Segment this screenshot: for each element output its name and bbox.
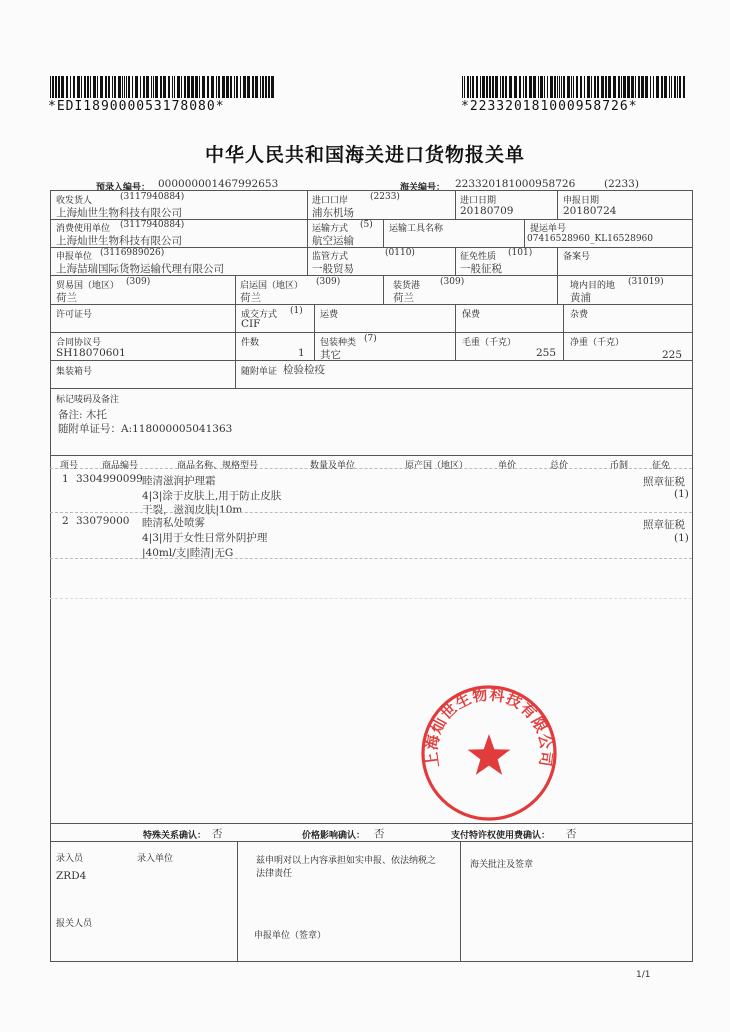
user-label: 消费使用单位 bbox=[56, 224, 111, 234]
trade-country-value: 荷兰 bbox=[56, 292, 77, 304]
barcode-bar bbox=[467, 76, 469, 98]
pieces-value: 1 bbox=[298, 347, 305, 359]
barcode-bar bbox=[576, 76, 578, 98]
barcode-bar bbox=[601, 76, 604, 98]
barcode-bar bbox=[627, 76, 630, 98]
barcode-bar bbox=[216, 76, 217, 98]
barcode-bar bbox=[211, 76, 214, 98]
barcode-bar bbox=[653, 76, 654, 98]
barcode-bar bbox=[540, 76, 543, 98]
barcode-bar bbox=[135, 76, 138, 98]
barcode-bar bbox=[84, 76, 86, 98]
barcode-bar bbox=[163, 76, 166, 98]
import-date-value: 20180709 bbox=[460, 205, 514, 217]
barcode-bar bbox=[50, 76, 51, 98]
item-2-levy: 照章征税 bbox=[643, 519, 685, 531]
barcode-bar bbox=[641, 76, 644, 98]
barcode-bar bbox=[514, 76, 517, 98]
bill-label: 提运单号 bbox=[530, 224, 567, 234]
item-2-no: 2 bbox=[62, 515, 69, 527]
docs-label: 随附单证 bbox=[241, 367, 278, 377]
barcode-bar bbox=[571, 76, 572, 98]
barcode-bar bbox=[234, 76, 235, 98]
marks-label: 标记唛码及备注 bbox=[56, 395, 120, 405]
item-1-no: 1 bbox=[62, 473, 69, 485]
col-name: 商品名称、规格型号 bbox=[177, 461, 259, 471]
barcode-bar bbox=[93, 76, 96, 98]
barcode-bar bbox=[271, 76, 274, 98]
barcode-bar bbox=[97, 76, 98, 98]
barcode-bar bbox=[160, 76, 162, 98]
levy-value: 一般征税 bbox=[460, 263, 502, 275]
barcode-bar bbox=[187, 76, 190, 98]
terms-label: 成交方式 bbox=[241, 310, 278, 320]
barcode-bar bbox=[664, 76, 667, 98]
barcode-bar bbox=[462, 76, 463, 98]
barcode-bar bbox=[635, 76, 636, 98]
barcode-bar bbox=[591, 76, 592, 98]
declarant-name: 上海喆瑞国际货物运输代理有限公司 bbox=[56, 263, 224, 275]
barcode-bar bbox=[631, 76, 634, 98]
special-label: 特殊关系确认： bbox=[143, 831, 207, 841]
barcode-bar bbox=[226, 76, 229, 98]
entry-person-label: 录入员 bbox=[56, 854, 84, 864]
barcode-bar bbox=[613, 76, 616, 98]
barcode-bar bbox=[255, 76, 258, 98]
loading-port-value: 荷兰 bbox=[393, 292, 414, 304]
barcode-bar bbox=[112, 76, 113, 98]
item-2-spec2: |40ml/支|睦清|无G bbox=[142, 547, 234, 559]
barcode-bar bbox=[550, 76, 553, 98]
levy-label: 征免性质 bbox=[460, 252, 497, 262]
barcode-bar bbox=[476, 76, 478, 98]
barcode-bar bbox=[118, 76, 121, 98]
port-label: 进口口岸 bbox=[312, 196, 349, 206]
destination-label: 境内目的地 bbox=[570, 281, 616, 291]
barcode-bar bbox=[677, 76, 678, 98]
trade-country-label: 贸易国（地区） bbox=[56, 281, 120, 291]
barcode-bar bbox=[199, 76, 200, 98]
page-number: 1/1 bbox=[636, 970, 651, 980]
terms-value: CIF bbox=[241, 318, 261, 330]
barcode-bar bbox=[645, 76, 648, 98]
barcode-bar bbox=[482, 76, 485, 98]
barcode-bar bbox=[597, 76, 599, 98]
barcode-bar bbox=[236, 76, 238, 98]
col-no: 项号 bbox=[60, 461, 79, 471]
barcode-bar bbox=[567, 76, 570, 98]
item-2-name: 睦清私处喷雾 bbox=[142, 517, 205, 529]
barcode-bar bbox=[100, 76, 103, 98]
barcode-bar bbox=[480, 76, 481, 98]
barcode-left bbox=[50, 76, 275, 98]
barcode-bar bbox=[230, 76, 232, 98]
col-total: 总价 bbox=[550, 461, 569, 471]
customs-no-label: 海关编号： bbox=[400, 183, 446, 193]
barcode-bar bbox=[55, 76, 57, 98]
item-1-levy-code: (1) bbox=[674, 488, 689, 500]
barcode-bar bbox=[122, 76, 123, 98]
barcode-bar bbox=[181, 76, 182, 98]
barcode-bar bbox=[573, 76, 574, 98]
barcode-bar bbox=[502, 76, 504, 98]
barcode-bar bbox=[243, 76, 246, 98]
barcode-bar bbox=[105, 76, 107, 98]
loading-port-code: (309) bbox=[440, 277, 465, 287]
barcode-bar bbox=[177, 76, 180, 98]
barcode-bar bbox=[505, 76, 507, 98]
royalty-value: 否 bbox=[566, 828, 577, 840]
package-label: 包装种类 bbox=[320, 338, 357, 348]
misc-label: 杂费 bbox=[570, 310, 589, 320]
barcode-bar bbox=[489, 76, 491, 98]
barcode-bar bbox=[146, 76, 149, 98]
barcode-bar bbox=[52, 76, 54, 98]
declare-unit-label: 申报单位（签章） bbox=[254, 931, 327, 941]
barcode-bar bbox=[87, 76, 89, 98]
statement: 兹申明对以上内容承担如实申报、依法纳税之 bbox=[256, 856, 437, 866]
barcode-bar bbox=[509, 76, 512, 98]
barcode-bar bbox=[132, 76, 133, 98]
barcode-bar bbox=[661, 76, 663, 98]
customs-no-code: (2233) bbox=[604, 178, 639, 190]
barcode-bar bbox=[151, 76, 152, 98]
barcode-bar bbox=[587, 76, 590, 98]
barcode-bar bbox=[265, 76, 267, 98]
barcode-bar bbox=[472, 76, 474, 98]
item-1-name: 睦清滋润护理霜 bbox=[142, 475, 216, 487]
record-label: 备案号 bbox=[563, 252, 591, 262]
insurance-label: 保费 bbox=[462, 310, 481, 320]
container-label: 集装箱号 bbox=[56, 367, 93, 377]
port-value: 浦东机场 bbox=[312, 207, 354, 219]
item-2-code: 33079000 bbox=[76, 515, 130, 527]
declarer-label: 报关人员 bbox=[56, 919, 93, 929]
preentry-value: 000000001467992653 bbox=[158, 178, 279, 190]
col-levy: 征免 bbox=[652, 461, 671, 471]
barcode-bar bbox=[174, 76, 175, 98]
statement-2: 法律责任 bbox=[256, 869, 293, 879]
barcode-right bbox=[462, 76, 687, 98]
barcode-bar bbox=[538, 76, 539, 98]
origin-country-label: 启运国（地区） bbox=[240, 281, 304, 291]
form-title: 中华人民共和国海关进口货物报关单 bbox=[204, 144, 525, 166]
royalty-label: 支付特许权使用费确认： bbox=[451, 831, 551, 841]
user-name: 上海灿世生物科技有限公司 bbox=[56, 235, 182, 247]
barcode-bar bbox=[218, 76, 220, 98]
barcode-bar bbox=[222, 76, 225, 98]
barcode-bar bbox=[172, 76, 173, 98]
barcode-bar bbox=[679, 76, 681, 98]
item-1-code: 3304990099 bbox=[76, 473, 143, 485]
col-currency: 币制 bbox=[610, 461, 629, 471]
port-code: (2233) bbox=[370, 192, 400, 202]
stamp-text: 上海灿世生物科技有限公司 bbox=[422, 685, 556, 769]
col-origin: 原产国（地区） bbox=[405, 461, 469, 471]
barcode-bar bbox=[143, 76, 145, 98]
barcode-bar bbox=[623, 76, 626, 98]
barcode-bar bbox=[618, 76, 620, 98]
docs-value: 检验检疫 bbox=[283, 364, 325, 376]
declarant-label: 申报单位 bbox=[56, 252, 93, 262]
barcode-bar bbox=[247, 76, 250, 98]
barcode-bar bbox=[61, 76, 64, 98]
barcode-bar bbox=[207, 76, 209, 98]
package-code: (7) bbox=[364, 334, 377, 344]
barcode-bar bbox=[557, 76, 558, 98]
declare-date-value: 20180724 bbox=[563, 205, 617, 217]
bill-value: 07416528960_KL16528960 bbox=[527, 234, 653, 244]
barcode-bar bbox=[155, 76, 158, 98]
transport-mode-label: 运输方式 bbox=[312, 224, 349, 234]
entry-person-value: ZRD4 bbox=[56, 870, 87, 882]
customs-note-label: 海关批注及签章 bbox=[470, 860, 534, 870]
barcode-bar bbox=[529, 76, 532, 98]
barcode-bar bbox=[638, 76, 640, 98]
barcode-bar bbox=[495, 76, 498, 98]
barcode-bar bbox=[674, 76, 676, 98]
item-1-spec1: 4|3|涂于皮肤上,用于防止皮肤 bbox=[142, 490, 282, 502]
barcode-bar bbox=[240, 76, 241, 98]
barcode-left-text: *EDI189000053178080* bbox=[48, 99, 225, 114]
barcode-bar bbox=[525, 76, 527, 98]
loading-port-label: 装货港 bbox=[393, 281, 421, 291]
barcode-bar bbox=[114, 76, 116, 98]
gross-value: 255 bbox=[536, 347, 557, 359]
form-frame bbox=[50, 190, 693, 962]
preentry-label: 预录入编号： bbox=[96, 183, 151, 193]
declare-date-label: 申报日期 bbox=[563, 196, 600, 206]
consignee-name: 上海灿世生物科技有限公司 bbox=[56, 207, 182, 219]
item-1-levy: 照章征税 bbox=[643, 476, 685, 488]
barcode-bar bbox=[81, 76, 82, 98]
consignee-code: (3117940884) bbox=[120, 192, 185, 202]
barcode-bar bbox=[580, 76, 582, 98]
company-stamp bbox=[418, 682, 560, 824]
special-value: 否 bbox=[212, 828, 223, 840]
barcode-right-text: *223320181000958726* bbox=[461, 99, 638, 114]
declarant-code: (3116989026) bbox=[100, 248, 165, 258]
barcode-bar bbox=[128, 76, 130, 98]
barcode-bar bbox=[268, 76, 270, 98]
destination-code: (31019) bbox=[628, 277, 664, 287]
barcode-bar bbox=[153, 76, 154, 98]
barcode-bar bbox=[140, 76, 141, 98]
barcode-bar bbox=[608, 76, 611, 98]
barcode-bar bbox=[184, 76, 186, 98]
barcode-bar bbox=[124, 76, 125, 98]
barcode-bar bbox=[523, 76, 524, 98]
vehicle-label: 运输工具名称 bbox=[389, 224, 444, 234]
net-value: 225 bbox=[662, 349, 683, 361]
price-value: 否 bbox=[374, 828, 385, 840]
star-icon bbox=[468, 734, 511, 775]
barcode-bar bbox=[594, 76, 596, 98]
package-value: 其它 bbox=[320, 349, 341, 361]
barcode-bar bbox=[519, 76, 521, 98]
origin-country-code: (309) bbox=[316, 277, 341, 287]
terms-code: (1) bbox=[290, 306, 303, 316]
barcode-bar bbox=[168, 76, 170, 98]
marks-remark: 备注: 木托 bbox=[58, 409, 107, 421]
barcode-bar bbox=[563, 76, 565, 98]
barcode-bar bbox=[73, 76, 75, 98]
barcode-bar bbox=[492, 76, 494, 98]
contract-value: SH18070601 bbox=[56, 347, 126, 359]
barcode-bar bbox=[202, 76, 205, 98]
customs-no-value: 223320181000958726 bbox=[455, 178, 576, 190]
barcode-bar bbox=[77, 76, 80, 98]
marks-cert: 随附单证号：A:118000005041363 bbox=[58, 423, 233, 435]
barcode-bar bbox=[252, 76, 254, 98]
entry-unit-label: 录入单位 bbox=[137, 854, 174, 864]
barcode-bar bbox=[533, 76, 536, 98]
item-1-spec2: 干裂，滋润皮肤|10m bbox=[142, 504, 243, 516]
barcode-bar bbox=[605, 76, 607, 98]
barcode-bar bbox=[547, 76, 548, 98]
barcode-bar bbox=[90, 76, 91, 98]
barcode-bar bbox=[671, 76, 672, 98]
barcode-bar bbox=[195, 76, 198, 98]
consignee-label: 收发货人 bbox=[56, 196, 93, 206]
col-qty: 数量及单位 bbox=[310, 461, 356, 471]
barcode-bar bbox=[66, 76, 68, 98]
transport-mode-value: 航空运输 bbox=[312, 235, 354, 247]
barcode-bar bbox=[656, 76, 659, 98]
barcode-bar bbox=[683, 76, 685, 98]
barcode-bar bbox=[486, 76, 488, 98]
barcode-bar bbox=[544, 76, 545, 98]
supervision-code: (0110) bbox=[385, 248, 415, 258]
item-2-spec1: 4|3|用于女性日常外阴护理 bbox=[142, 532, 268, 544]
col-code: 商品编号 bbox=[102, 461, 139, 471]
net-label: 净重（千克） bbox=[570, 338, 625, 348]
col-unit-price: 单价 bbox=[498, 461, 517, 471]
origin-country-value: 荷兰 bbox=[240, 292, 261, 304]
barcode-bar bbox=[464, 76, 465, 98]
barcode-bar bbox=[554, 76, 556, 98]
price-label: 价格影响确认： bbox=[302, 831, 366, 841]
barcode-bar bbox=[262, 76, 264, 98]
barcode-bar bbox=[584, 76, 585, 98]
freight-label: 运费 bbox=[320, 310, 339, 320]
license-label: 许可证号 bbox=[56, 310, 93, 320]
import-date-label: 进口日期 bbox=[460, 196, 497, 206]
barcode-bar bbox=[58, 76, 60, 98]
trade-country-code: (309) bbox=[126, 277, 151, 287]
barcode-bar bbox=[669, 76, 670, 98]
supervision-label: 监管方式 bbox=[312, 252, 349, 262]
barcode-bar bbox=[561, 76, 562, 98]
user-code: (3117940884) bbox=[120, 220, 185, 230]
gross-label: 毛重（千克） bbox=[462, 338, 517, 348]
item-2-levy-code: (1) bbox=[674, 532, 689, 544]
barcode-bar bbox=[650, 76, 651, 98]
barcode-bar bbox=[621, 76, 622, 98]
contract-label: 合同协议号 bbox=[56, 338, 102, 348]
barcode-bar bbox=[191, 76, 194, 98]
barcode-bar bbox=[70, 76, 71, 98]
levy-code: (101) bbox=[508, 248, 533, 258]
destination-value: 黄浦 bbox=[570, 292, 591, 304]
barcode-bar bbox=[470, 76, 471, 98]
barcode-bar bbox=[108, 76, 110, 98]
supervision-value: 一般贸易 bbox=[312, 263, 354, 275]
pieces-label: 件数 bbox=[241, 338, 260, 348]
transport-mode-code: (5) bbox=[360, 220, 373, 230]
barcode-bar bbox=[126, 76, 127, 98]
barcode-bar bbox=[559, 76, 560, 98]
barcode-bar bbox=[260, 76, 261, 98]
barcode-bar bbox=[500, 76, 501, 98]
